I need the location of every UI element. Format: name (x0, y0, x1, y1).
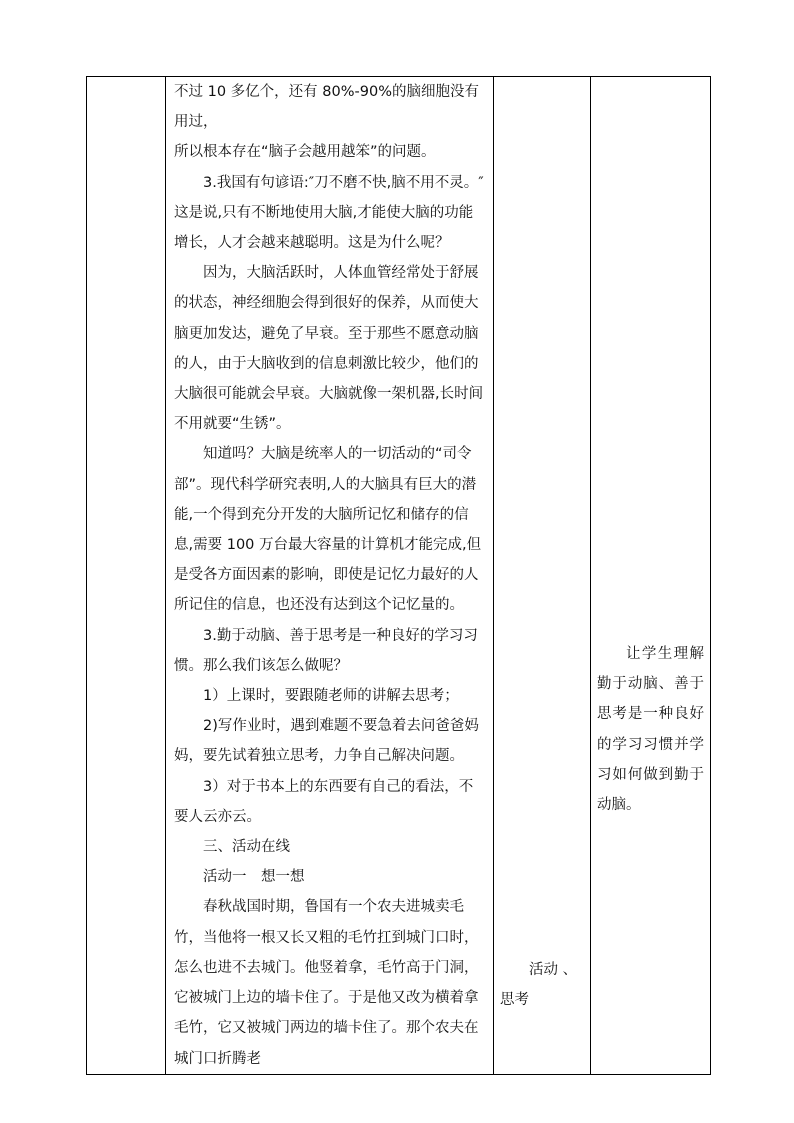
content-paragraph: 3.勤于动脑、善于思考是一种良好的学习习惯。那么我们该怎么做呢？ (174, 627, 478, 674)
content-paragraph: 知道吗？大脑是统率人的一切活动的“司令部”。现代科学研究表明,人的大脑具有巨大的潜能,一个得到充分开发的大脑所记忆和储存的信息,需要 100 万台最大容量的计算机才能完成,但是受各方面因素的影响，即使是记忆力最好的人所记住的信息，也还没有达到这个记忆量的。 (174, 446, 482, 614)
design-intent: 让学生理解勤于动脑、善于思考是一种良好的学习习惯并学习如何做到勤于动脑。 (597, 646, 704, 814)
content-paragraph: 3.我国有句谚语:″刀不磨不快,脑不用不灵。″这是说,只有不断地使用大脑,才能使大脑的功能增长，人才会越来越聪明。这是为什么呢？ (174, 174, 484, 252)
stage-column-cell (87, 77, 166, 1075)
lesson-plan-table (86, 76, 711, 1075)
design-intent-cell (591, 77, 711, 1075)
content-paragraph: 所以根本存在“脑子会越用越笨”的问题。 (174, 144, 436, 161)
content-paragraph: 三、活动在线 (203, 839, 290, 856)
content-paragraph: 不过 10 多亿个，还有 80%-90%的脑细胞没有用过， (174, 84, 479, 131)
content-paragraph: 1）上课时，要跟随老师的讲解去思考； (203, 688, 459, 705)
content-paragraph: 因为，大脑活跃时，人体血管经常处于舒展的状态，神经细胞会得到很好的保养，从而使大脑更加发达，避免了早衰。至于那些不愿意动脑的人，由于大脑收到的信息刺激比较少，他们的大脑很可能就会早衰。大脑就像一架机器,长时间不用就要“生锈”。 (174, 265, 484, 433)
teaching-content (166, 77, 493, 1074)
content-paragraph: 活动一 想一想 (203, 869, 305, 886)
table-row (87, 77, 711, 1075)
teaching-content-cell (166, 77, 494, 1075)
activity-column-cell (494, 77, 591, 1075)
content-paragraph: 春秋战国时期，鲁国有一个农夫进城卖毛竹，当他将一根又长又粗的毛竹扛到城门口时，怎么也进不去城门。他竖着拿，毛竹高于门洞，它被城门上边的墙卡住了。于是他又改为横着拿毛竹，它又被城门两边的墙卡住了。那个农夫在城门口折腾老 (174, 899, 479, 1067)
activity-note: 活动 、思考 (500, 962, 578, 1008)
content-paragraph: 2)写作业时，遇到难题不要急着去问爸爸妈妈，要先试着独立思考，力争自己解决问题。 (174, 718, 479, 765)
content-paragraph: 3）对于书本上的东西要有自己的看法，不要人云亦云。 (174, 778, 474, 825)
